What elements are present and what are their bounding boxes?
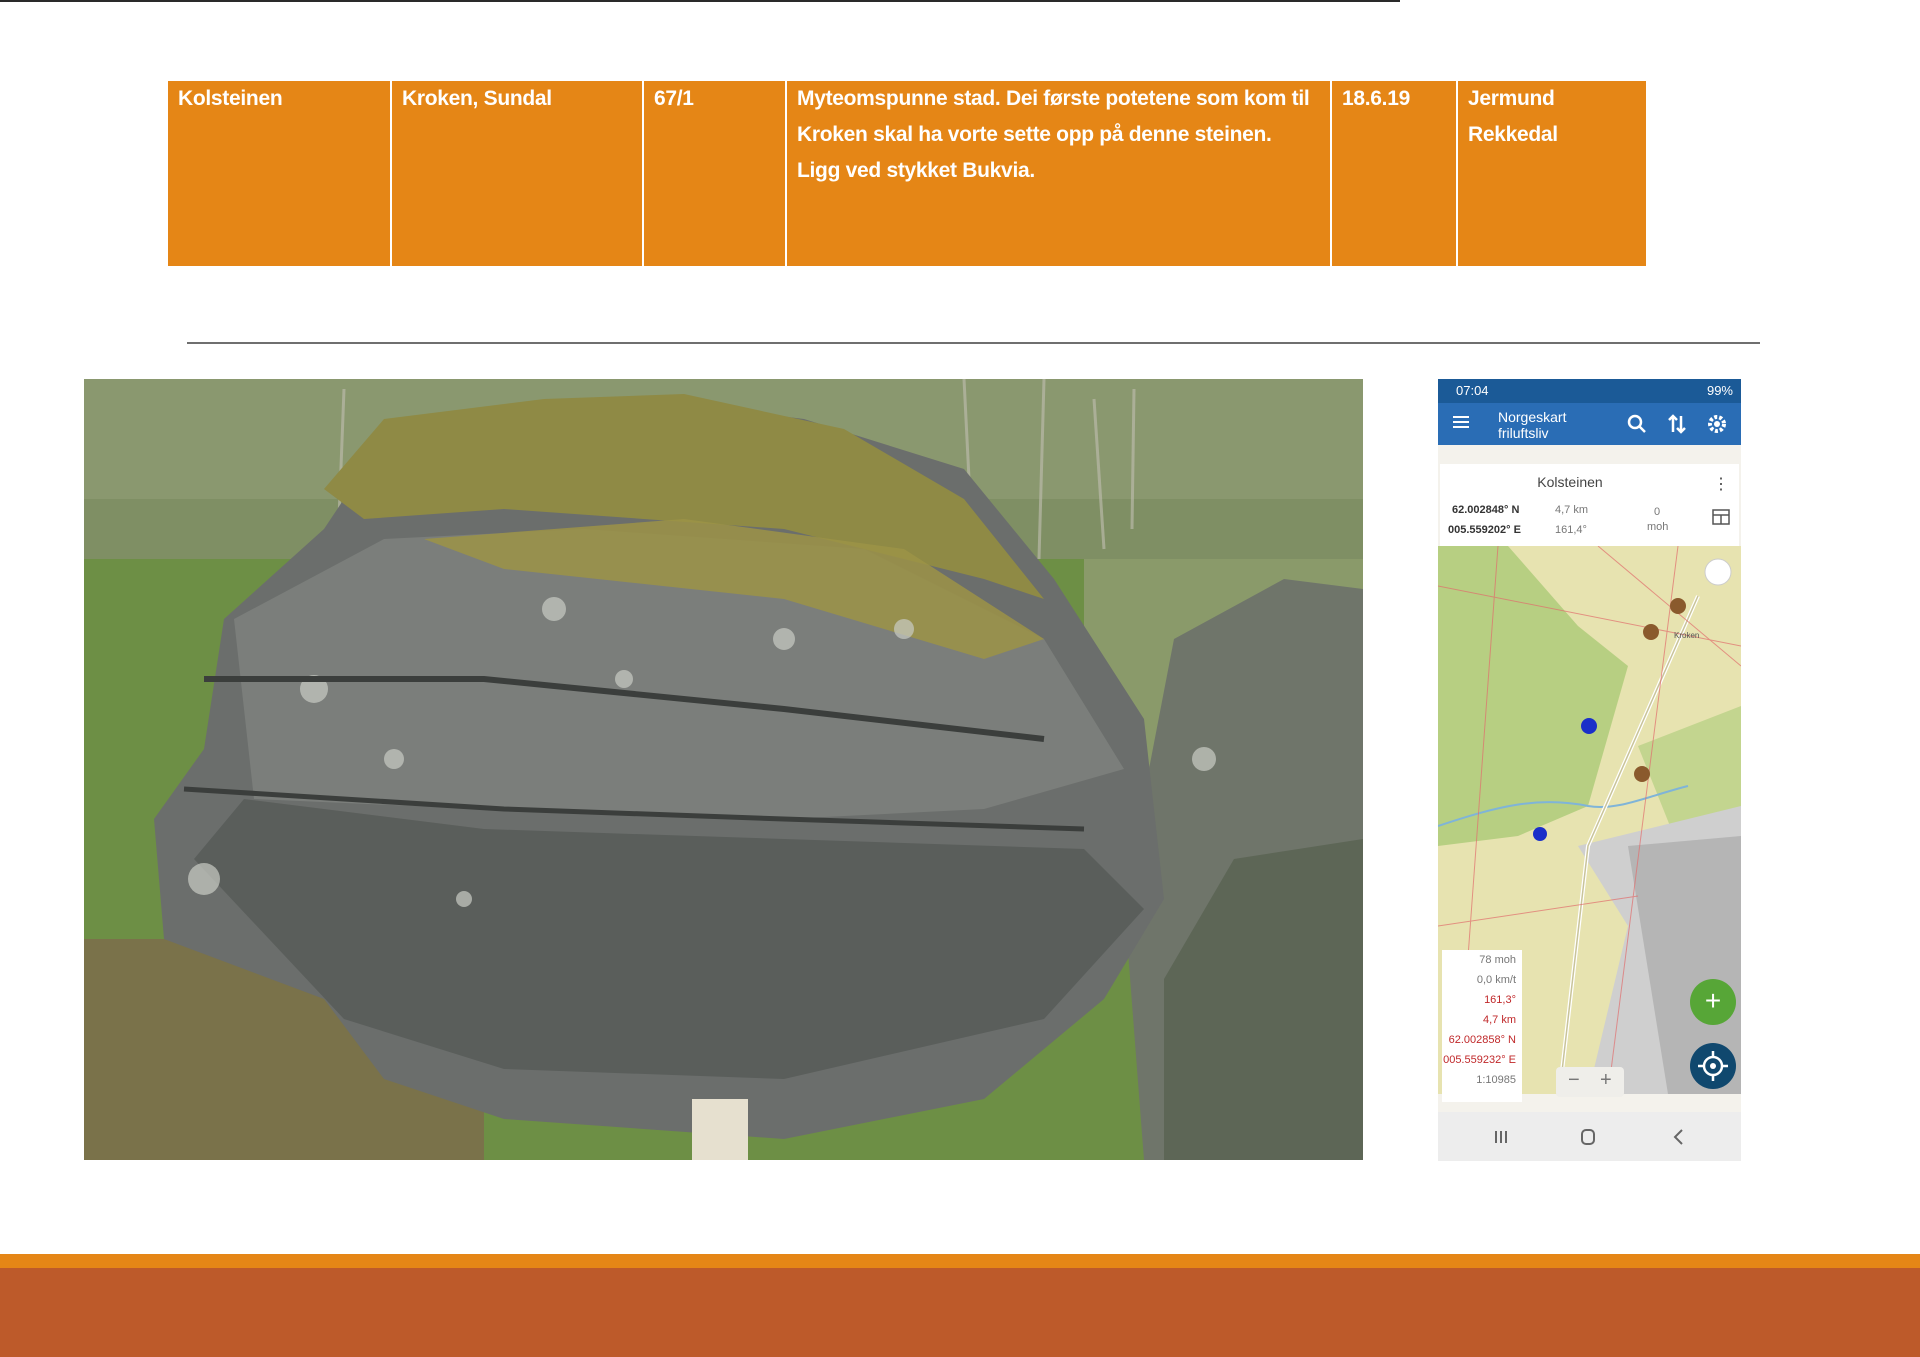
add-point-button[interactable]: +: [1690, 979, 1736, 1025]
place-info-card[interactable]: [1440, 464, 1739, 546]
cell-date: 18.6.19: [1332, 81, 1458, 266]
rock-photo: [84, 379, 1363, 1160]
cell-location: Kroken, Sundal: [392, 81, 644, 266]
card-elevation-unit: moh: [1647, 521, 1669, 533]
place-name: Kolsteinen: [1537, 474, 1603, 490]
footer-band-rust: [0, 1268, 1920, 1357]
card-distance: 4,7 km: [1555, 504, 1589, 516]
top-rule: [0, 0, 1400, 2]
cell-informant: Jermund Rekkedal: [1468, 87, 1558, 146]
menu-icon[interactable]: [1452, 413, 1470, 431]
more-options-icon[interactable]: ⋮: [1713, 476, 1729, 493]
readout-bearing: 161,3°: [1484, 994, 1516, 1006]
map-place-label: Kroken: [1674, 631, 1700, 640]
sort-arrows-icon[interactable]: [1666, 413, 1688, 435]
rock-photo-illustration: [84, 379, 1363, 1160]
readout-longitude: 005.559232° E: [1443, 1054, 1516, 1066]
card-bearing: 161,4°: [1555, 524, 1587, 536]
readout-altitude: 78 moh: [1479, 954, 1516, 966]
android-nav-bar: [1438, 1112, 1741, 1161]
back-icon[interactable]: [1672, 1128, 1684, 1146]
horizontal-divider: [187, 342, 1760, 344]
search-icon[interactable]: [1626, 413, 1648, 435]
battery-level: 99%: [1706, 383, 1733, 398]
zoom-out-icon[interactable]: −: [1568, 1069, 1580, 1091]
app-title: Norgeskart friluftsliv: [1498, 409, 1567, 441]
recents-icon[interactable]: [1494, 1129, 1508, 1145]
cell-description: Myteomspunne stad. Dei første potetene som kom til Kroken skal ha vorte sette opp på denne steinen. Ligg ved stykket Bukvia.: [787, 81, 1332, 266]
card-elevation-value: 0: [1654, 506, 1661, 518]
crosshair-icon: [1690, 1043, 1736, 1089]
footer-band-orange: [0, 1254, 1920, 1268]
card-latitude: 62.002848° N: [1452, 504, 1520, 516]
zoom-control: [1556, 1067, 1624, 1097]
info-table-row: [168, 81, 1646, 266]
my-location-button[interactable]: [1690, 1043, 1736, 1089]
readout-latitude: 62.002858° N: [1448, 1034, 1516, 1046]
cell-gnr-bnr: 67/1: [644, 81, 787, 266]
readout-speed: 0,0 km/t: [1476, 974, 1516, 986]
cell-name: Kolsteinen: [168, 81, 392, 266]
card-longitude: 005.559202° E: [1448, 524, 1521, 536]
phone-screenshot: [1438, 379, 1741, 1161]
app-bar: [1438, 403, 1741, 445]
layout-icon[interactable]: [1712, 509, 1730, 525]
readout-scale: 1:10985: [1476, 1074, 1516, 1086]
zoom-in-icon[interactable]: +: [1600, 1069, 1612, 1091]
phone-status-bar: [1438, 379, 1741, 403]
gps-readout: [1442, 950, 1522, 1102]
home-icon[interactable]: [1580, 1128, 1596, 1146]
gear-icon[interactable]: [1706, 413, 1728, 435]
status-time: 07:04: [1456, 383, 1489, 398]
readout-distance: 4,7 km: [1482, 1014, 1516, 1026]
